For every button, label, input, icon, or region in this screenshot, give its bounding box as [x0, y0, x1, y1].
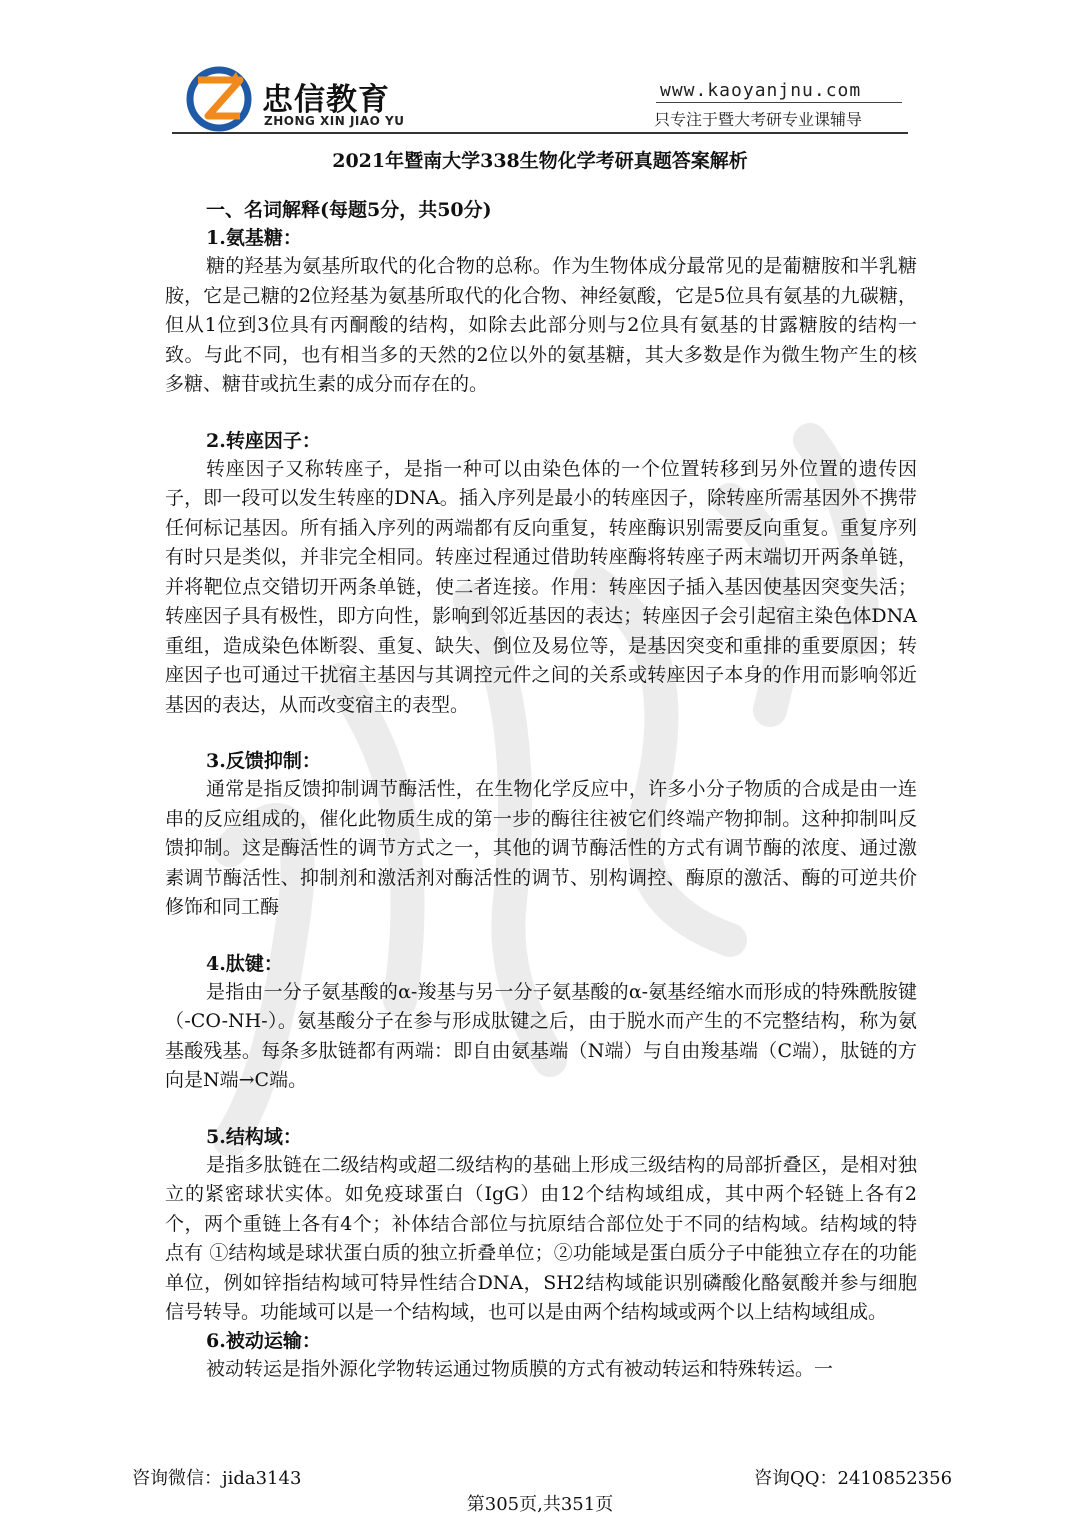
term-body: 是指多肽链在二级结构或超二级结构的基础上形成三级结构的局部折叠区，是相对独立的紧密球状实体。如免疫球蛋白（IgG）由12个结构域组成，其中两个轻链上各有2个，两个重链上各有4个；补体结合部位与抗原结合部位处于不同的结构域。结构域的特点有 ①结构域是球状蛋白质的独立折叠单位；②功能域是蛋白质分子中能独立存在的功能单位，例如锌指结构域可特异性结合DNA，SH2结构域能识别磷酸化酪氨酸并参与细胞信号转导。功能域可以是一个结构域，也可以是由两个结构域或两个以上结构域组成。 [165, 1153, 917, 1323]
site-url[interactable]: www.kaoyanjnu.com [660, 80, 862, 101]
section-heading: 一、名词解释(每题5分，共50分) [206, 199, 492, 221]
term-title: 5.结构域： [206, 1125, 302, 1148]
term-title: 1.氨基糖： [206, 227, 302, 249]
page-header [0, 0, 1080, 140]
document-title: 2021年暨南大学338生物化学考研真题答案解析 [332, 150, 748, 172]
term-domain [165, 1124, 917, 1328]
term-transposon [165, 428, 917, 721]
page-number: 第305页,共351页 [466, 1494, 614, 1515]
brand-name-en: ZHONG XIN JIAO YU [264, 114, 405, 128]
term-body: 是指由一分子氨基酸的α-羧基与另一分子氨基酸的α-氨基经缩水而形成的特殊酰胺键（-CO-NH-）。氨基酸分子在参与形成肽键之后，由于脱水而产生的不完整结构，称为氨基酸残基。每条多肽链都有两端：即自由氨基端（N端）与自由羧基端（C端），肽链的方向是N端→C端。 [165, 980, 917, 1091]
term-body: 通常是指反馈抑制调节酶活性，在生物化学反应中，许多小分子物质的合成是由一连串的反应组成的，催化此物质生成的第一步的酶往往被它们终端产物抑制。这种抑制叫反馈抑制。这是酶活性的调节方式之一，其他的调节酶活性的方式有调节酶的浓度、通过激素调节酶活性、抑制剂和激活剂对酶活性的调节、别构调控、酶原的激活、酶的可逆共价修饰和同工酶 [165, 778, 917, 918]
url-underline [656, 102, 902, 103]
term-title: 6.被动运输： [206, 1329, 321, 1352]
brand-name-cn: 忠信教育 [262, 82, 390, 118]
footer-wechat: 咨询微信：jida3143 [132, 1468, 302, 1489]
document-body [165, 196, 917, 1384]
term-body: 转座因子又称转座子，是指一种可以由染色体的一个位置转移到另外位置的遗传因子，即一段可以发生转座的DNA。插入序列是最小的转座因子，除转座所需基因外不携带任何标记基因。所有插入序列的两端都有反向重复，转座酶识别需要反向重复。重复序列有时只是类似，并非完全相同。转座过程通过借助转座酶将转座子两末端切开两条单链，并将靶位点交错切开两条单链，使二者连接。作用：转座因子插入基因使基因突变失活；转座因子具有极性，即方向性，影响到邻近基因的表达；转座因子会引起宿主染色体DNA重组，造成染色体断裂、重复、缺失、倒位及易位等，是基因突变和重排的重要原因；转座因子也可通过干扰宿主基因与其调控元件之间的关系或转座因子本身的作用而影响邻近基因的表达，从而改变宿主的表型。 [165, 457, 917, 716]
footer-qq: 咨询QQ：2410852356 [754, 1468, 953, 1489]
site-tagline: 只专注于暨大考研专业课辅导 [654, 110, 863, 129]
term-title: 2.转座因子： [206, 429, 321, 452]
term-amino-sugar [165, 225, 917, 400]
term-title: 4.肽键： [206, 952, 283, 975]
term-passive-transport [165, 1328, 917, 1385]
zx-logo-icon [186, 66, 252, 132]
term-peptide-bond [165, 951, 917, 1096]
term-feedback-inhibition [165, 748, 917, 923]
term-title: 3.反馈抑制： [206, 750, 321, 772]
header-rule [172, 132, 908, 134]
term-body: 糖的羟基为氨基所取代的化合物的总称。作为生物体成分最常见的是葡糖胺和半乳糖胺，它是己糖的2位羟基为氨基所取代的化合物、神经氨酸，它是5位具有氨基的九碳糖，但从1位到3位具有丙酮酸的结构，如除去此部分则与2位具有氨基的甘露糖胺的结构一致。与此不同，也有相当多的天然的2位以外的氨基糖，其大多数是作为微生物产生的核多糖、糖苷或抗生素的成分而存在的。 [165, 255, 917, 395]
term-body: 被动转运是指外源化学物转运通过物质膜的方式有被动转运和特殊转运。一 [206, 1357, 834, 1380]
